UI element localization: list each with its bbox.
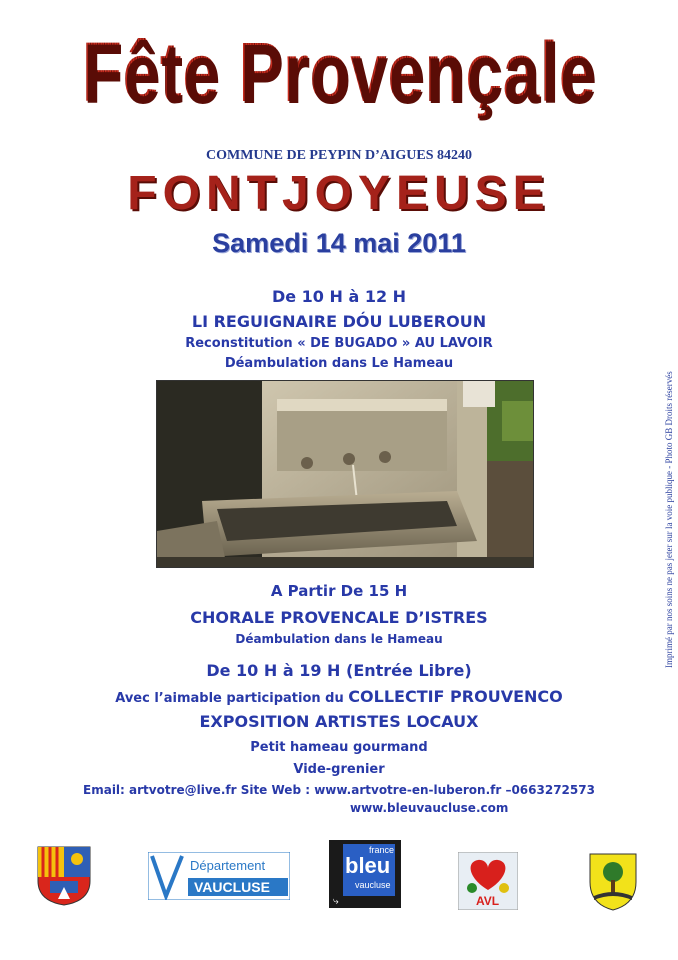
france-bleu-logo	[329, 840, 401, 908]
participation-name: COLLECTIF PROUVENCO	[348, 687, 563, 706]
region-coat-of-arms-logo	[36, 845, 92, 907]
print-note-text: Imprimé par nos soins ne pas jeter sur la voie publique - Photo GB Droits réservés	[664, 371, 674, 668]
place-name: FONTJOYEUSE	[127, 167, 551, 220]
exhibition: EXPOSITION ARTISTES LOCAUX	[199, 712, 479, 731]
commune-name: COMMUNE DE PEYPIN D’AIGUES 84240	[206, 148, 472, 163]
day-time: De 10 H à 19 H (Entrée Libre)	[206, 661, 472, 680]
afternoon-group: CHORALE PROVENCALE D’ISTRES	[190, 608, 488, 627]
avl-logo	[458, 852, 518, 910]
departement-vaucluse-logo	[148, 852, 290, 900]
print-note	[652, 328, 674, 668]
commune-shield-logo	[588, 852, 638, 912]
bleu-text: bleu	[345, 853, 391, 878]
morning-group: LI REGUIGNAIRE DÓU LUBEROUN	[191, 312, 487, 331]
bleu-vaucluse-text: vaucluse	[355, 880, 391, 890]
website-link[interactable]: www.bleuvaucluse.com	[350, 801, 509, 815]
morning-time: De 10 H à 12 H	[271, 287, 407, 306]
cursor-mark-icon: ⤷	[333, 896, 339, 907]
departement-text: Département	[190, 858, 266, 873]
afternoon-time: A Partir De 15 H	[270, 582, 408, 600]
vaucluse-text: VAUCLUSE	[194, 879, 270, 895]
contact-line[interactable]: Email: artvotre@live.fr Site Web : www.artvotre-en-luberon.fr –0663272573	[83, 783, 595, 797]
event-title: Fête Provençale	[75, 22, 604, 122]
morning-walk: Déambulation dans Le Hameau	[224, 356, 454, 371]
france-text: france	[369, 845, 395, 855]
avl-text: AVL	[476, 894, 500, 908]
participation	[0, 687, 678, 706]
participation-prefix: Avec l’aimable participation du	[115, 691, 349, 706]
morning-activity: Reconstitution « DE BUGADO » AU LAVOIR	[185, 336, 493, 351]
market: Vide-grenier	[293, 762, 385, 777]
lavoir-photo	[156, 380, 534, 568]
event-date: Samedi 14 mai 2011	[212, 228, 466, 258]
afternoon-walk: Déambulation dans le Hameau	[235, 632, 443, 646]
food: Petit hameau gourmand	[250, 740, 428, 755]
